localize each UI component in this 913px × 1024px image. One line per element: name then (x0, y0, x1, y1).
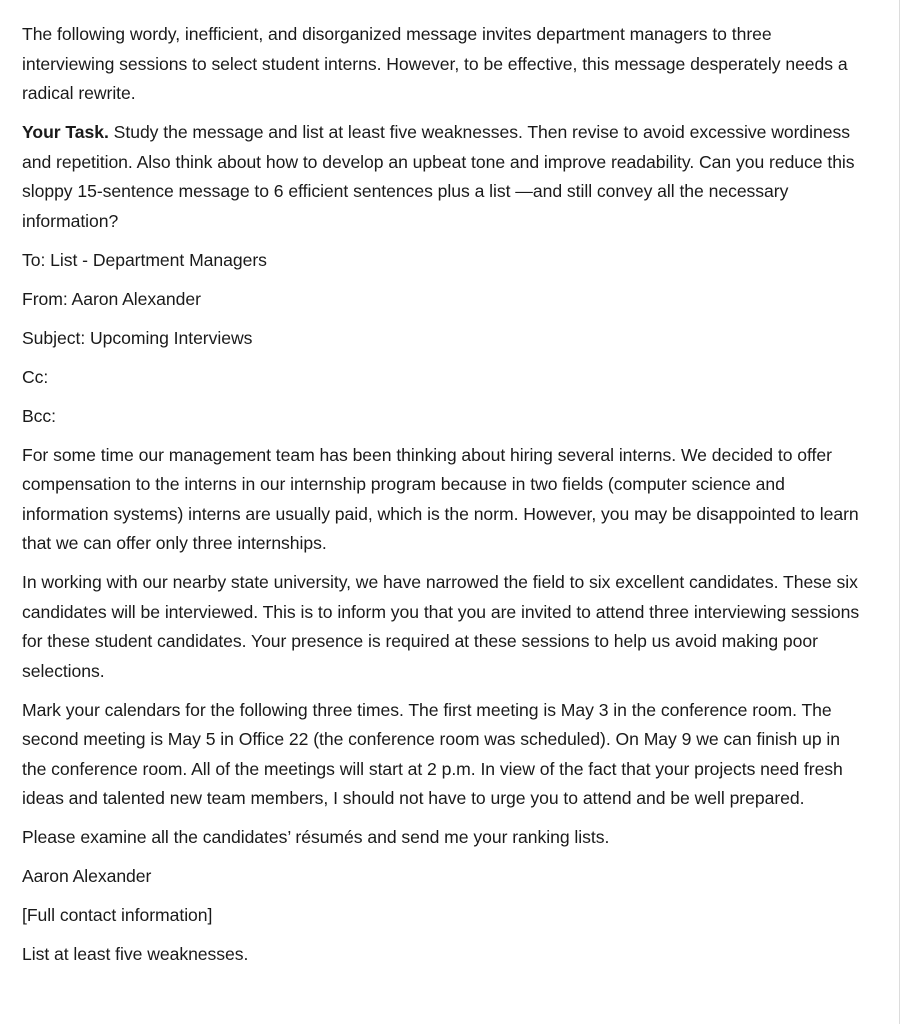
signature-contact: [Full contact information] (22, 905, 213, 925)
body-paragraph-1: For some time our management team has been thinking about hiring several interns. We decided to offer compensation to the interns in our internship program because in two fields (computer science and information systems) interns are usually paid, which is the norm. However, you may be disappointed to learn that we can offer only three internships. (22, 444, 859, 553)
task-label: Your Task. (22, 122, 109, 142)
intro-paragraph: The following wordy, inefficient, and disorganized message invites department managers to three interviewing sessions to select student interns. However, to be effective, this message desperately needs a radical rewrite. (22, 24, 848, 103)
task-text: Study the message and list at least five weaknesses. Then revise to avoid excessive wordiness and repetition. Also think about how to develop an upbeat tone and improve readability. Can you reduce this sloppy 15-sentence message to 6 efficient sentences plus a list —and still convey all the necessary information? (22, 122, 855, 231)
body-paragraph-3: Mark your calendars for the following three times. The first meeting is May 3 in the conference room. The second meeting is May 5 in Office 22 (the conference room was scheduled). On May 9 we can finish up in the conference room. All of the meetings will start at 2 p.m. In view of the fact that your projects need fresh ideas and talented new team members, I should not have to urge you to attend and be well prepared. (22, 699, 843, 808)
body-paragraph-4: Please examine all the candidates’ résumés and send me your ranking lists. (22, 827, 610, 847)
memo-subject: Subject: Upcoming Interviews (22, 327, 253, 348)
memo-from: From: Aaron Alexander (22, 288, 201, 309)
memo-to: To: List - Department Managers (22, 249, 267, 270)
body-paragraph-2: In working with our nearby state university, we have narrowed the field to six excellent candidates. These six candidates will be interviewed. This is to inform you that you are invited to attend three interviewing sessions for these student candidates. Your presence is required at these sessions to help us avoid making poor selections. (22, 572, 860, 681)
signature-name: Aaron Alexander (22, 866, 152, 886)
question-prompt: List at least five weaknesses. (22, 944, 249, 964)
memo-bcc: Bcc: (22, 405, 57, 426)
task-paragraph (22, 118, 867, 236)
document-content (22, 20, 867, 979)
memo-cc: Cc: (22, 366, 49, 387)
